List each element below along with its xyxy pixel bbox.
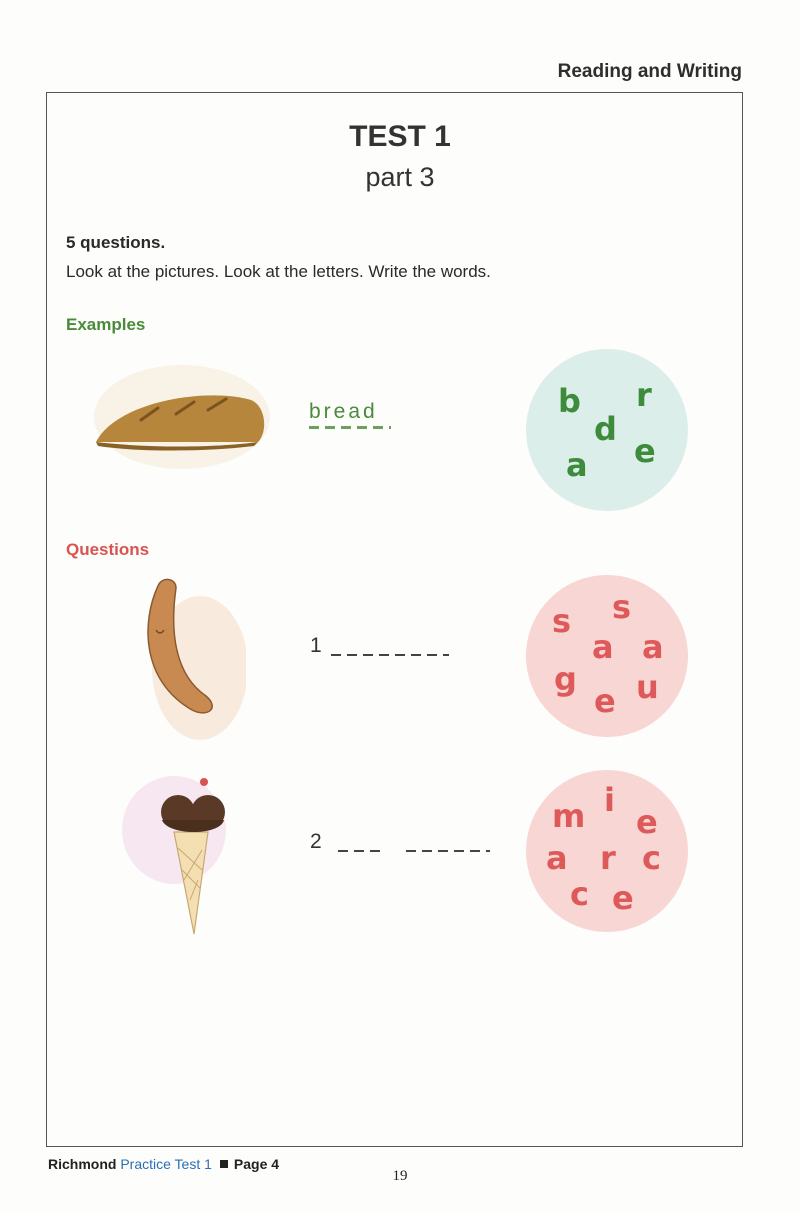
question-1-letter-circle <box>526 575 688 737</box>
answer-blanks[interactable] <box>338 850 386 852</box>
letter: a <box>592 628 614 666</box>
questions-heading: Questions <box>66 540 150 559</box>
example-answer: bread <box>309 400 378 423</box>
answer-blanks[interactable] <box>406 850 490 852</box>
letter: g <box>554 660 577 698</box>
question-number: 1 <box>310 634 322 657</box>
letter: a <box>546 839 568 877</box>
examples-heading: Examples <box>66 315 146 334</box>
letter: e <box>636 803 658 841</box>
letter: s <box>612 588 632 626</box>
example-letter-circle <box>526 349 688 511</box>
letter: c <box>642 839 661 877</box>
letter: c <box>570 875 589 913</box>
letter: r <box>636 376 652 414</box>
ice-cream-icon <box>122 770 250 940</box>
section-label: Reading and Writing <box>557 61 742 82</box>
square-bullet-icon <box>220 1160 228 1168</box>
letter: u <box>636 668 659 706</box>
footer-brand: Richmond <box>48 1156 117 1172</box>
test-title: TEST 1 <box>349 120 451 153</box>
bread-icon <box>86 362 272 470</box>
letter: r <box>600 839 616 877</box>
letter: b <box>558 382 581 420</box>
answer-blanks[interactable] <box>331 654 449 656</box>
question-count: 5 questions. <box>66 233 166 252</box>
example-answer-blanks <box>309 426 391 429</box>
test-part: part 3 <box>365 162 435 192</box>
letter: e <box>594 682 616 720</box>
letter: a <box>642 628 664 666</box>
sausage-icon <box>128 570 246 740</box>
question-2-letter-circle <box>526 770 688 932</box>
letter: a <box>566 446 588 484</box>
question-number: 2 <box>310 830 322 853</box>
letter: d <box>594 410 617 448</box>
letter: m <box>552 797 586 835</box>
letter: e <box>634 432 656 470</box>
page-number: 19 <box>392 1168 408 1184</box>
letter: i <box>604 781 615 819</box>
letter: e <box>612 879 634 917</box>
instructions-text: Look at the pictures. Look at the letters. Write the words. <box>66 262 491 281</box>
letter: s <box>552 602 572 640</box>
footer-page-label: Page 4 <box>233 1156 280 1172</box>
footer-series: Practice Test 1 <box>120 1156 212 1172</box>
